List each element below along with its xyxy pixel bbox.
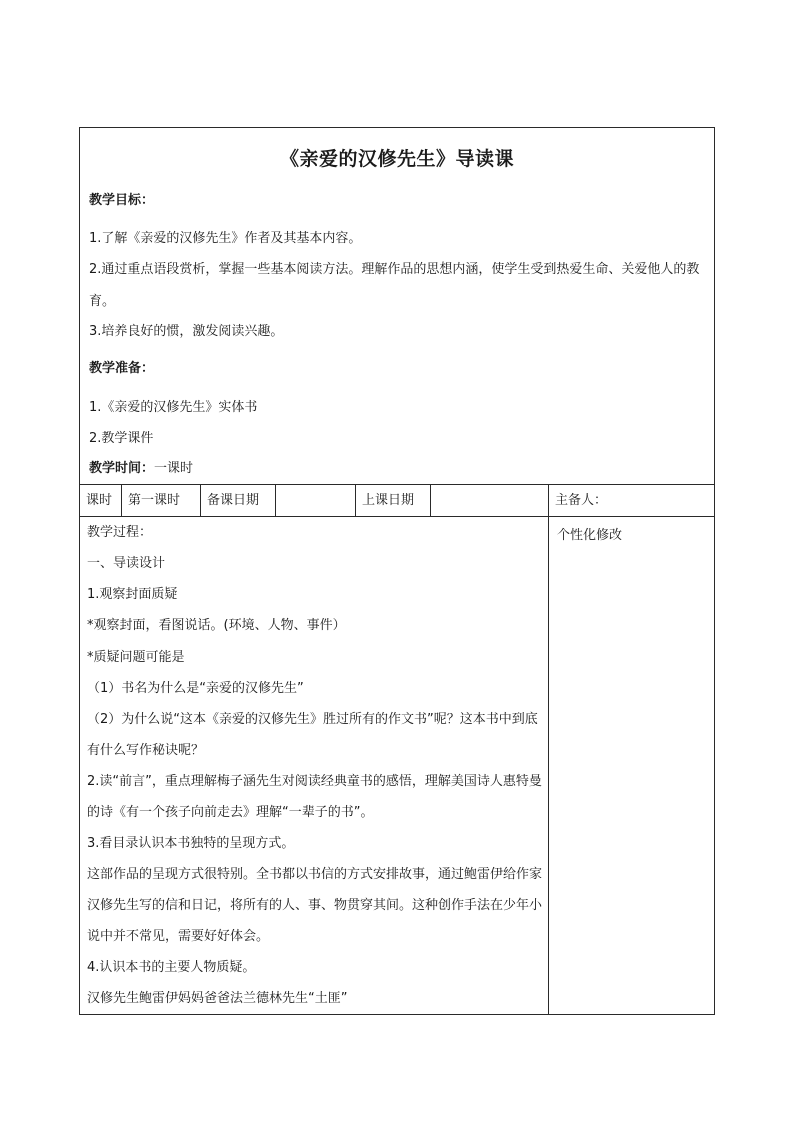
teaching-process-cell <box>80 517 549 1014</box>
lesson-label: 课时 <box>80 485 122 516</box>
step-3-description: 这部作品的呈现方式很特别。全书都以书信的方式安排故事，通过鲍雷伊给作家汉修先生写的信和日记，将所有的人、事、物贯穿其间。这种创作手法在少年小说中并不常见，需要好好体会。 <box>87 867 543 944</box>
preparer-label: 主备人： <box>555 493 608 508</box>
section-heading: 一、导读设计 <box>87 556 166 571</box>
prep-heading: 教学准备： <box>89 361 155 376</box>
lesson-value: 第一课时 <box>122 485 201 516</box>
process-heading: 教学过程： <box>87 525 153 540</box>
class-date-label: 上课日期 <box>356 485 431 516</box>
question-2: （2）为什么说“这本《亲爱的汉修先生》胜过所有的作文书”呢？这本书中到底有什么写作秘诀呢？ <box>87 712 538 758</box>
prep-item-2: 2.教学课件 <box>89 431 154 446</box>
meta-row <box>80 485 714 517</box>
step-1-question: *质疑问题可能是 <box>87 650 185 665</box>
characters-list: 汉修先生鲍雷伊妈妈爸爸法兰德林先生“土匪” <box>87 991 348 1006</box>
step-4: 4.认识本书的主要人物质疑。 <box>87 960 256 975</box>
question-1: （1）书名为什么是“亲爱的汉修先生” <box>87 681 304 696</box>
lesson-plan-table <box>79 127 715 1015</box>
step-1-observe: *观察封面，看图说话。(环境、人物、事件） <box>87 618 346 633</box>
page-title: 《亲爱的汉修先生》导读课 <box>279 148 514 170</box>
time-value: 一课时 <box>154 461 194 476</box>
step-1: 1.观察封面质疑 <box>87 587 178 602</box>
header-cell <box>80 128 714 485</box>
personal-edit-cell <box>549 517 714 1014</box>
step-2: 2.读“前言”，重点理解梅子涵先生对阅读经典童书的感悟，理解美国诗人惠特曼的诗《有一个孩子向前走去》理解“一辈子的书”。 <box>87 774 542 820</box>
goal-item-1: 1.了解《亲爱的汉修先生》作者及其基本内容。 <box>89 231 362 246</box>
goal-item-3: 3.培养良好的惯，激发阅读兴趣。 <box>89 324 284 339</box>
goal-item-2: 2.通过重点语段赏析，掌握一些基本阅读方法。理解作品的思想内涵，使学生受到热爱生命、关爱他人的教育。 <box>89 262 700 309</box>
personal-edit-label: 个性化修改 <box>557 528 623 543</box>
time-label: 教学时间： <box>89 461 155 476</box>
class-date-value <box>431 485 549 516</box>
prep-item-1: 1.《亲爱的汉修先生》实体书 <box>89 400 258 415</box>
prep-date-label: 备课日期 <box>201 485 276 516</box>
teaching-time <box>89 459 193 479</box>
goals-heading: 教学目标： <box>89 193 155 208</box>
step-3: 3.看目录认识本书独特的呈现方式。 <box>87 836 295 851</box>
prep-date-value <box>276 485 356 516</box>
